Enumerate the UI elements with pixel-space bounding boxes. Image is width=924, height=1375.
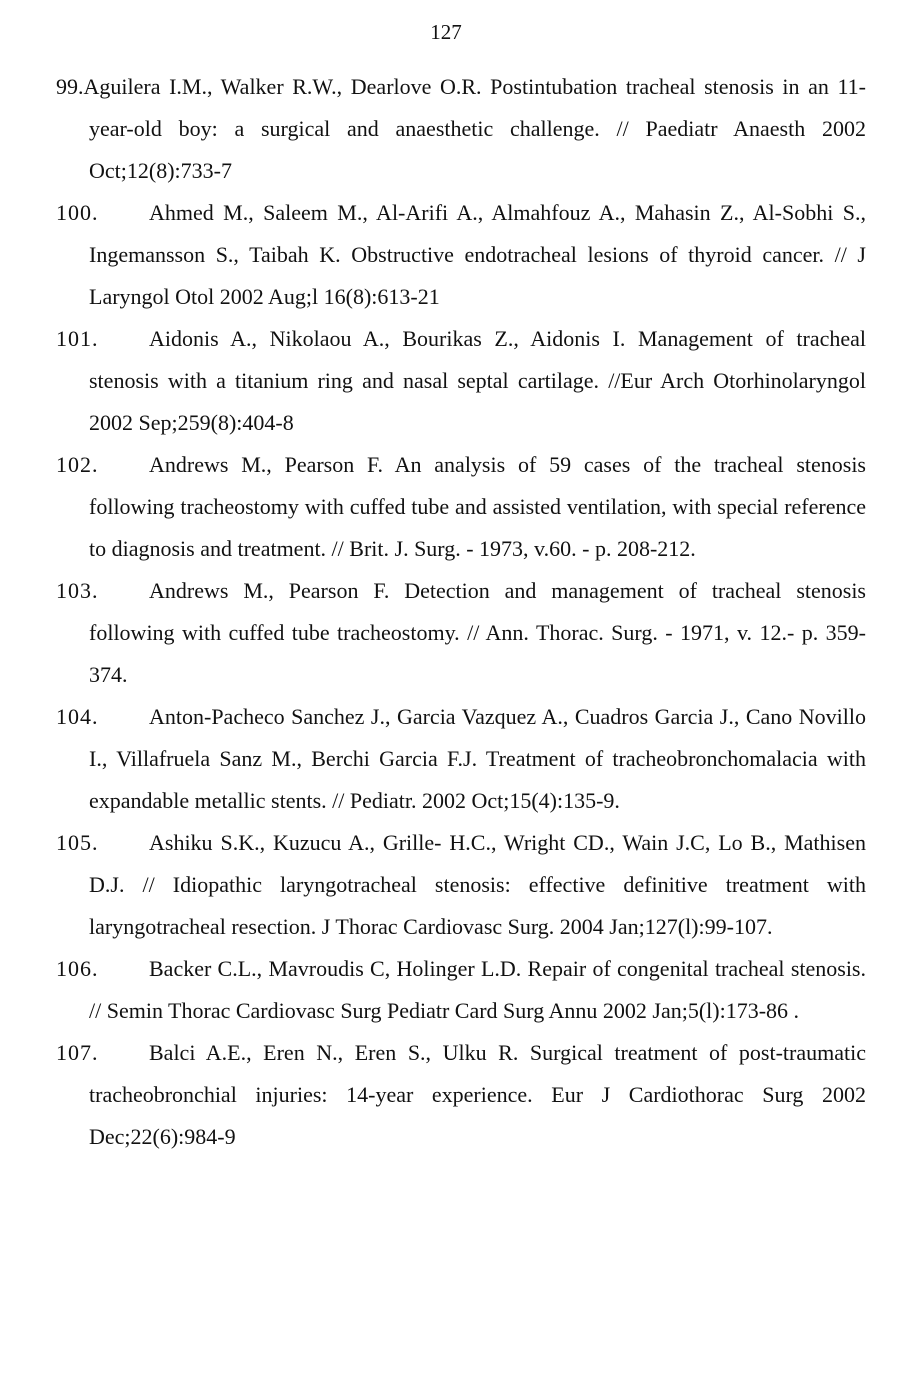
- reference-item: [56, 192, 866, 318]
- reference-item: [56, 66, 866, 192]
- reference-text: Andrews M., Pearson F. Detection and management of tracheal stenosis following with cuffed tube tracheostomy. // Ann. Thorac. Surg. - 1971, v. 12.- p. 359-374.: [89, 578, 866, 687]
- reference-text: Ahmed M., Saleem M., Al-Arifi A., Almahfouz A., Mahasin Z., Al-Sobhi S., Ingemansson S., Taibah K. Obstructive endotracheal lesions of thyroid cancer. // J Laryngol Otol 2002 Aug;l 16(8):613-21: [89, 200, 866, 309]
- reference-number: 103.: [56, 578, 99, 603]
- reference-item: [56, 696, 866, 822]
- reference-number: 100.: [56, 200, 99, 225]
- reference-text: Aguilera I.M., Walker R.W., Dearlove O.R. Postintubation tracheal stenosis in an 11-year-old boy: a surgical and anaesthetic challenge. // Paediatr Anaesth 2002 Oct;12(8):733-7: [83, 74, 866, 183]
- reference-text: Ashiku S.K., Kuzucu A., Grille- H.C., Wright CD., Wain J.C, Lo B., Mathisen D.J. // Idiopathic laryngotracheal stenosis: effective definitive treatment with laryngotracheal resection. J Thorac Cardiovasc Surg. 2004 Jan;127(l):99-107.: [89, 830, 866, 939]
- reference-item: [56, 570, 866, 696]
- reference-number: 105.: [56, 830, 99, 855]
- reference-number: 104.: [56, 704, 99, 729]
- reference-text: Backer C.L., Mavroudis C, Holinger L.D. Repair of congenital tracheal stenosis. // Semin Thorac Cardiovasc Surg Pediatr Card Surg Annu 2002 Jan;5(l):173-86 .: [89, 956, 866, 1023]
- reference-text: Balci A.E., Eren N., Eren S., Ulku R. Surgical treatment of post-traumatic tracheobronchial injuries: 14-year experience. Eur J Cardiothorac Surg 2002 Dec;22(6):984-9: [89, 1040, 866, 1149]
- reference-item: [56, 948, 866, 1032]
- reference-text: Aidonis A., Nikolaou A., Bourikas Z., Aidonis I. Management of tracheal stenosis with a titanium ring and nasal septal cartilage. //Eur Arch Otorhinolaryngol 2002 Sep;259(8):404-8: [89, 326, 866, 435]
- reference-number: 107.: [56, 1040, 99, 1065]
- reference-number: 106.: [56, 956, 99, 981]
- reference-number: 99.: [56, 74, 84, 99]
- reference-text: Andrews M., Pearson F. An analysis of 59 cases of the tracheal stenosis following tracheostomy with cuffed tube and assisted ventilation, with special reference to diagnosis and treatment. // Brit. J. Surg. - 1973, v.60. - p. 208-212.: [89, 452, 866, 561]
- reference-item: [56, 822, 866, 948]
- reference-item: [56, 318, 866, 444]
- reference-item: [56, 444, 866, 570]
- page-number: 127: [430, 20, 462, 44]
- reference-text: Anton-Pacheco Sanchez J., Garcia Vazquez A., Cuadros Garcia J., Cano Novillo I., Villafruela Sanz M., Berchi Garcia F.J. Treatment of tracheobronchomalacia with expandable metallic stents. // Pediatr. 2002 Oct;15(4):135-9.: [89, 704, 866, 813]
- reference-list: [56, 66, 866, 1158]
- reference-item: [56, 1032, 866, 1158]
- reference-number: 101.: [56, 326, 99, 351]
- reference-number: 102.: [56, 452, 99, 477]
